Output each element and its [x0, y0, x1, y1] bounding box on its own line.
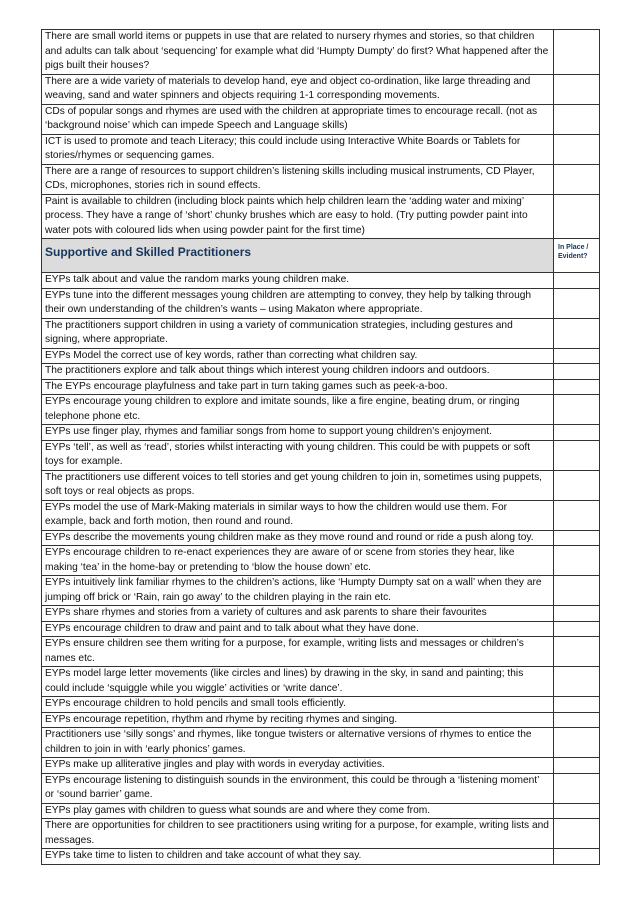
criterion-text: ICT is used to promote and teach Literacy; this could include using Interactive White Boards or Tablets for stories/rhymes or sequencing games.	[42, 134, 554, 164]
in-place-cell[interactable]	[554, 773, 600, 803]
criterion-text: There are small world items or puppets in use that are related to nursery rhymes and stories, so that children and adults can talk about ‘sequencing’ for example what did ‘Humpty Dumpty’ do first? What happened after the pigs built their houses?	[42, 30, 554, 75]
table-row	[42, 104, 600, 134]
in-place-cell[interactable]	[554, 379, 600, 395]
criterion-text: EYPs encourage listening to distinguish sounds in the environment, this could be through a ‘listening moment’ or ‘sound barrier’ game.	[42, 773, 554, 803]
criterion-text: EYPs take time to listen to children and take account of what they say.	[42, 849, 554, 865]
in-place-cell[interactable]	[554, 30, 600, 75]
table-row	[42, 379, 600, 395]
in-place-cell[interactable]	[554, 74, 600, 104]
table-row	[42, 773, 600, 803]
table-row	[42, 470, 600, 500]
checklist-table	[41, 29, 600, 865]
in-place-cell[interactable]	[554, 194, 600, 239]
in-place-cell[interactable]	[554, 637, 600, 667]
criterion-text: The practitioners use different voices to tell stories and get young children to join in, sometimes using puppets, soft toys or real objects as props.	[42, 470, 554, 500]
criterion-text: EYPs intuitively link familiar rhymes to the children’s actions, like ‘Humpty Dumpty sat on a wall’ when they are jumping off brick or ‘Rain, rain go away’ to the children playing in the rain etc.	[42, 576, 554, 606]
table-row	[42, 728, 600, 758]
in-place-cell[interactable]	[554, 318, 600, 348]
table-row	[42, 273, 600, 289]
table-row	[42, 849, 600, 865]
in-place-cell[interactable]	[554, 849, 600, 865]
criterion-text: EYPs model the use of Mark-Making materials in similar ways to how the children would use them. For example, back and forth motion, then round and round.	[42, 500, 554, 530]
criterion-text: EYPs Model the correct use of key words, rather than correcting what children say.	[42, 348, 554, 364]
table-row	[42, 440, 600, 470]
criterion-text: EYPs ‘tell’, as well as ‘read’, stories whilst interacting with young children. This could be with puppets or soft toys for example.	[42, 440, 554, 470]
practitioners-section	[42, 239, 600, 273]
criterion-text: EYPs play games with children to guess what sounds are and where they come from.	[42, 803, 554, 819]
table-row	[42, 667, 600, 697]
table-row	[42, 758, 600, 774]
in-place-cell[interactable]	[554, 819, 600, 849]
in-place-cell[interactable]	[554, 667, 600, 697]
in-place-cell[interactable]	[554, 425, 600, 441]
resources-section	[42, 30, 600, 239]
in-place-cell[interactable]	[554, 134, 600, 164]
criterion-text: The EYPs encourage playfulness and take part in turn taking games such as peek-a-boo.	[42, 379, 554, 395]
criterion-text: EYPs encourage repetition, rhythm and rhyme by reciting rhymes and singing.	[42, 712, 554, 728]
table-row	[42, 697, 600, 713]
table-row	[42, 348, 600, 364]
criterion-text: EYPs model large letter movements (like circles and lines) by drawing in the sky, in sand and painting; this could include ‘squiggle while you wiggle’ activities or ‘write dance’.	[42, 667, 554, 697]
table-row	[42, 606, 600, 622]
in-place-cell[interactable]	[554, 364, 600, 380]
criterion-text: There are opportunities for children to see practitioners using writing for a purpose, for example, writing lists and messages.	[42, 819, 554, 849]
in-place-cell[interactable]	[554, 712, 600, 728]
criterion-text: CDs of popular songs and rhymes are used with the children at appropriate times to encourage recall. (not as ‘background noise’ which can impede Speech and Language skills)	[42, 104, 554, 134]
in-place-cell[interactable]	[554, 288, 600, 318]
table-row	[42, 30, 600, 75]
criterion-text: EYPs talk about and value the random marks young children make.	[42, 273, 554, 289]
criterion-text: EYPs encourage young children to explore and imitate sounds, like a fire engine, beating drum, or ringing telephone phone etc.	[42, 395, 554, 425]
table-row	[42, 637, 600, 667]
in-place-cell[interactable]	[554, 606, 600, 622]
in-place-cell[interactable]	[554, 621, 600, 637]
table-row	[42, 164, 600, 194]
criterion-text: EYPs use finger play, rhymes and familiar songs from home to support young children’s enjoyment.	[42, 425, 554, 441]
in-place-cell[interactable]	[554, 273, 600, 289]
in-place-cell[interactable]	[554, 164, 600, 194]
table-row	[42, 712, 600, 728]
table-row	[42, 500, 600, 530]
in-place-cell[interactable]	[554, 348, 600, 364]
table-row	[42, 288, 600, 318]
table-row	[42, 74, 600, 104]
table-row	[42, 425, 600, 441]
table-row	[42, 621, 600, 637]
column-header-in-place: In Place / Evident?	[554, 239, 600, 273]
table-row	[42, 819, 600, 849]
in-place-cell[interactable]	[554, 470, 600, 500]
table-row	[42, 318, 600, 348]
table-row	[42, 803, 600, 819]
section-title: Supportive and Skilled Practitioners	[42, 239, 554, 273]
criterion-text: EYPs make up alliterative jingles and play with words in everyday activities.	[42, 758, 554, 774]
criterion-text: The practitioners support children in using a variety of communication strategies, including gestures and signing, where appropriate.	[42, 318, 554, 348]
criterion-text: EYPs describe the movements young children make as they move round and round or ride a push along toy.	[42, 530, 554, 546]
in-place-cell[interactable]	[554, 576, 600, 606]
table-row	[42, 546, 600, 576]
in-place-cell[interactable]	[554, 697, 600, 713]
in-place-cell[interactable]	[554, 440, 600, 470]
in-place-cell[interactable]	[554, 803, 600, 819]
in-place-cell[interactable]	[554, 500, 600, 530]
criterion-text: The practitioners explore and talk about things which interest young children indoors and outdoors.	[42, 364, 554, 380]
in-place-cell[interactable]	[554, 728, 600, 758]
criterion-text: EYPs share rhymes and stories from a variety of cultures and ask parents to share their favourites	[42, 606, 554, 622]
table-row	[42, 134, 600, 164]
in-place-cell[interactable]	[554, 395, 600, 425]
criterion-text: EYPs tune into the different messages young children are attempting to convey, they help by talking through their own understanding of the children’s wants – using Makaton where appropriate.	[42, 288, 554, 318]
table-row	[42, 530, 600, 546]
in-place-cell[interactable]	[554, 546, 600, 576]
criterion-text: EYPs ensure children see them writing for a purpose, for example, writing lists and messages or children’s names etc.	[42, 637, 554, 667]
criterion-text: There are a range of resources to support children’s listening skills including musical instruments, CD Player, CDs, microphones, stories rich in sound effects.	[42, 164, 554, 194]
criterion-text: EYPs encourage children to hold pencils and small tools efficiently.	[42, 697, 554, 713]
criterion-text: EYPs encourage children to draw and paint and to talk about what they have done.	[42, 621, 554, 637]
criterion-text: There are a wide variety of materials to develop hand, eye and object co-ordination, like large threading and weaving, sand and water spinners and objects requiring 1-1 corresponding movements.	[42, 74, 554, 104]
table-row	[42, 194, 600, 239]
in-place-cell[interactable]	[554, 530, 600, 546]
in-place-cell[interactable]	[554, 758, 600, 774]
criterion-text: EYPs encourage children to re-enact experiences they are aware of or scene from stories they hear, like making ‘tea’ in the home-bay or pretending to ‘blow the house down’ etc.	[42, 546, 554, 576]
section-header-row	[42, 239, 600, 273]
criterion-text: Paint is available to children (including block paints which help children learn the ‘adding water and mixing’ process. They have a range of ‘short’ chunky brushes which are easy to hold. (Try putting powder paint into water pots with coloured lids when using powder paint for the first time)	[42, 194, 554, 239]
practitioners-rows	[42, 273, 600, 865]
table-row	[42, 395, 600, 425]
in-place-cell[interactable]	[554, 104, 600, 134]
table-row	[42, 576, 600, 606]
criterion-text: Practitioners use ‘silly songs’ and rhymes, like tongue twisters or alternative versions of rhymes to entice the children to join in with ‘early phonics’ games.	[42, 728, 554, 758]
table-row	[42, 364, 600, 380]
